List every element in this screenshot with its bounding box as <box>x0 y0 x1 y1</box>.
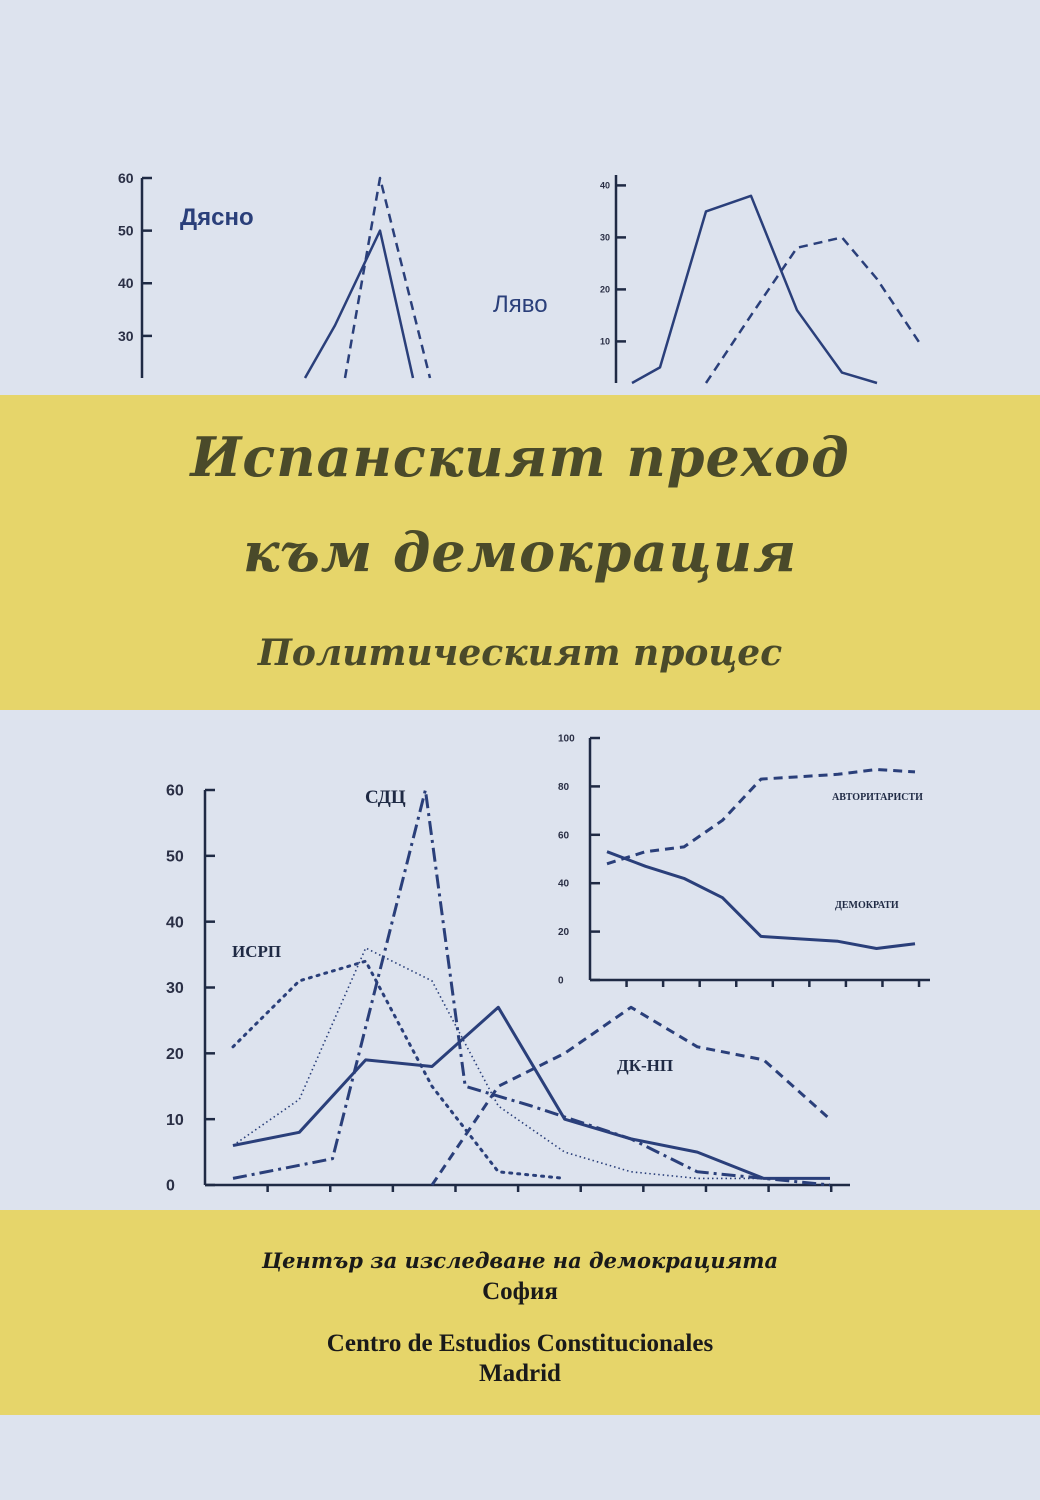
title-line-1: Испанският преход <box>190 425 850 489</box>
chart-3-y-tick-label: 100 <box>558 733 575 745</box>
publisher-1-city: София <box>482 1278 558 1305</box>
chart-2-y-tick-label: 0 <box>166 1177 175 1195</box>
chart-2-series-label: СДЦ <box>365 787 406 808</box>
publisher-2-city: Madrid <box>479 1360 561 1387</box>
chart-2-series-line-2 <box>233 1007 830 1178</box>
chart-3-series-label: ДЕМОКРАТИ <box>835 900 899 911</box>
chart-0-label: Дясно <box>180 204 254 231</box>
chart-2-y-tick-label: 60 <box>166 782 184 800</box>
chart-1-label: Ляво <box>493 291 548 318</box>
chart-3-y-tick-label: 20 <box>558 927 570 939</box>
chart-3-y-tick-label: 40 <box>558 878 570 890</box>
chart-0-y-tick-label: 30 <box>118 327 134 344</box>
chart-2-series-исрп <box>233 961 565 1178</box>
chart-3-y-tick-label: 60 <box>558 830 570 842</box>
chart-1-series-line-1 <box>706 237 922 383</box>
chart-2-y-tick-label: 10 <box>166 1111 184 1129</box>
chart-1-y-tick-label: 10 <box>600 336 611 347</box>
chart-2-y-tick-label: 20 <box>166 1045 184 1063</box>
chart-1-series-line-0 <box>632 196 877 383</box>
chart-3-series-label: АВТОРИТАРИСТИ <box>832 792 923 803</box>
chart-0-y-tick-label: 60 <box>118 169 134 186</box>
chart-0-y-tick-label: 50 <box>118 222 134 239</box>
chart-3-y-tick-label: 0 <box>558 975 564 987</box>
publisher-2-name: Centro de Estudios Constitucionales <box>326 1330 714 1357</box>
chart-1-y-tick-label: 40 <box>600 180 611 191</box>
title-line-2: към демокрация <box>242 520 798 584</box>
chart-0-y-tick-label: 40 <box>118 275 134 292</box>
chart-2-y-tick-label: 40 <box>166 914 184 932</box>
subtitle: Политическият процес <box>257 632 783 674</box>
chart-2-series-сдц <box>233 790 830 1185</box>
chart-2-series-дк-нп <box>432 1007 830 1185</box>
chart-2-series-label: ИСРП <box>232 942 282 961</box>
chart-2-y-tick-label: 50 <box>166 848 184 866</box>
chart-2-y-tick-label: 30 <box>166 980 184 998</box>
chart-3-series-авторитаристи <box>607 770 915 864</box>
chart-1-y-tick-label: 20 <box>600 284 611 295</box>
chart-1-y-tick-label: 30 <box>600 232 611 243</box>
chart-3-y-tick-label: 80 <box>558 781 570 793</box>
chart-2-series-label: ДК-НП <box>617 1056 674 1075</box>
publisher-1-name: Център за изследване на демокрацията <box>261 1248 779 1273</box>
